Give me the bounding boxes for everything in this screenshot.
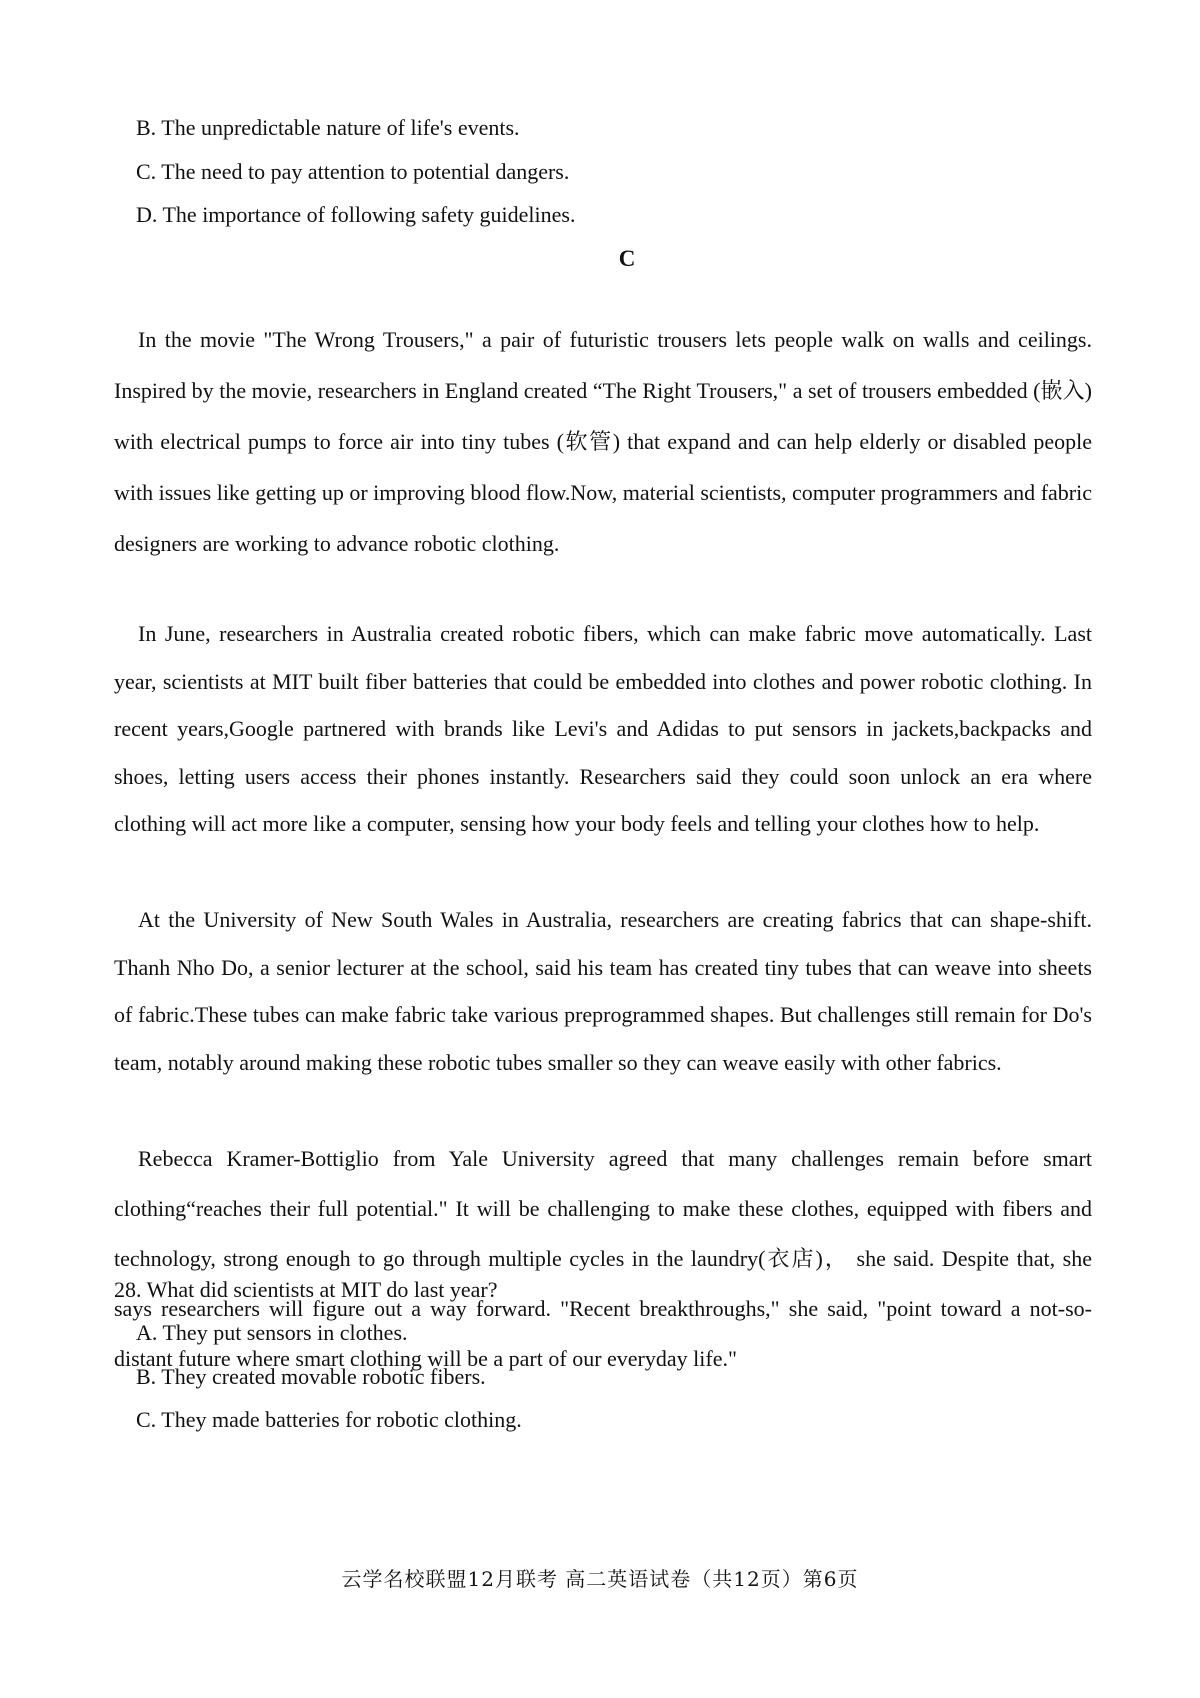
prev-option-d: D. The importance of following safety guidelines. (136, 202, 576, 227)
section-label: C (618, 246, 636, 271)
passage-paragraph-3: At the University of New South Wales in Australia, researchers are creating fabrics that can shape-shift. Thanh Nho Do, a senior lecturer at the school, said his team has created tiny tubes that can weave into sheets of fabric.These tubes can make fabric take various preprogrammed shapes. But challenges still remain for Do's team, notably around making these robotic tubes smaller so they can weave easily with other fabrics. (114, 907, 1092, 1075)
question-option-b: B. They created movable robotic fibers. (136, 1364, 486, 1389)
page-footer: 云学名校联盟12月联考 高二英语试卷（共12页）第6页 (341, 1567, 859, 1591)
prev-option-b: B. The unpredictable nature of life's events. (136, 115, 520, 140)
question-option-c: C. They made batteries for robotic clothing. (136, 1407, 522, 1432)
passage-paragraph-4: Rebecca Kramer-Bottiglio from Yale University agreed that many challenges remain before smart clothing“reaches their full potential." It will be challenging to make these clothes, equipped with fibers and technology, strong enough to go through multiple cycles in the laundry(衣店)， she said. Despite that, she says researchers will figure out a way forward. "Recent breakthroughs," she said, "point toward a not-so-distant future where smart clothing will be a part of our everyday life." (114, 1146, 1092, 1371)
question-stem: 28. What did scientists at MIT do last year? (114, 1277, 498, 1302)
passage-paragraph-2: In June, researchers in Australia created robotic fibers, which can make fabric move automatically. Last year, scientists at MIT built fiber batteries that could be embedded into clothes and power robotic clothing. In recent years,Google partnered with brands like Levi's and Adidas to put sensors in jackets,backpacks and shoes, letting users access their phones instantly. Researchers said they could soon unlock an era where clothing will act more like a computer, sensing how your body feels and telling your clothes how to help. (114, 621, 1092, 836)
prev-option-c: C. The need to pay attention to potential dangers. (136, 159, 570, 184)
passage-paragraph-1: In the movie "The Wrong Trousers," a pair of futuristic trousers lets people walk on walls and ceilings. Inspired by the movie, researchers in England created “The Right Trousers," a set of trousers embedded (嵌入) with electrical pumps to force air into tiny tubes (软管) that expand and can help elderly or disabled people with issues like getting up or improving blood flow.Now, material scientists, computer programmers and fabric designers are working to advance robotic clothing. (114, 327, 1092, 556)
question-option-a: A. They put sensors in clothes. (136, 1320, 408, 1345)
